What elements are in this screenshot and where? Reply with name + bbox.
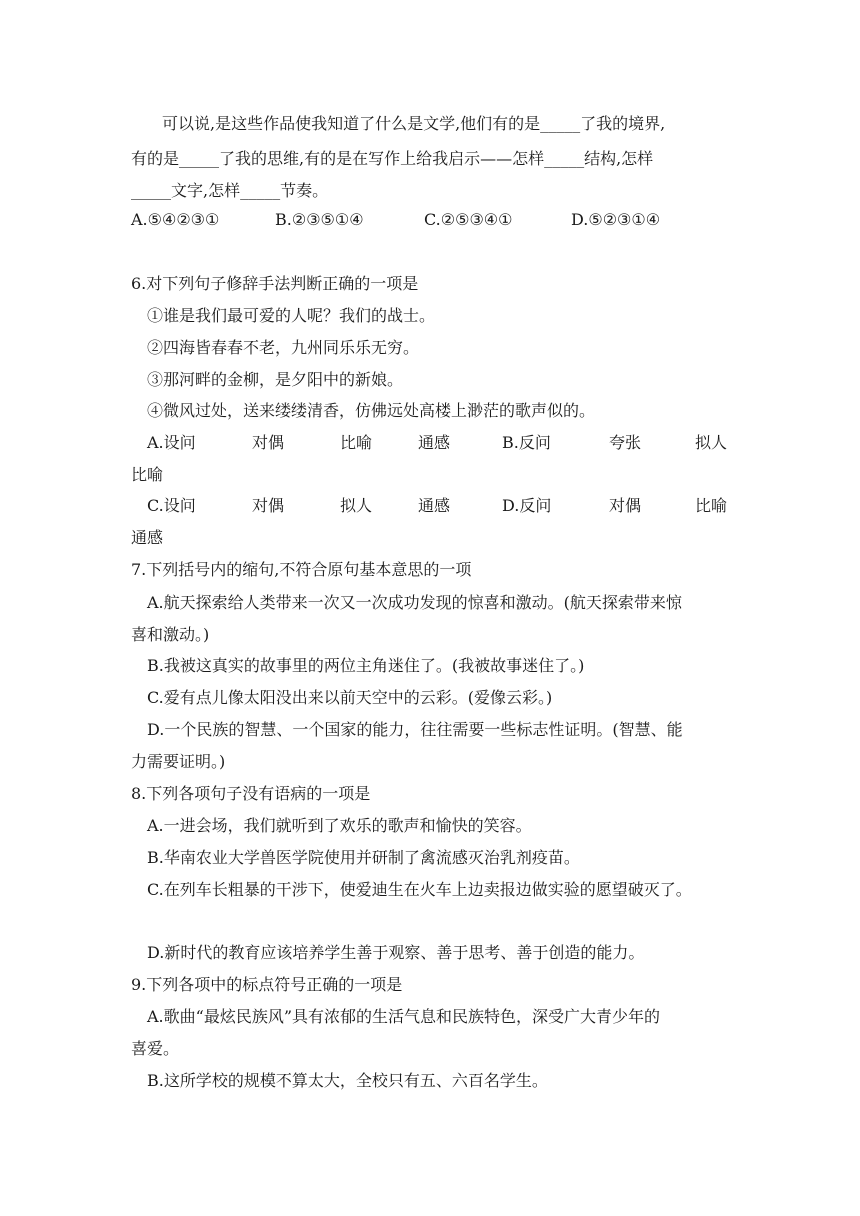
q6-option-c-term: 对偶 bbox=[252, 496, 285, 515]
q6-option-d-term: 通感 bbox=[131, 528, 164, 547]
question-stem: 7.下列括号内的缩句,不符合原句基本意思的一项 bbox=[131, 560, 472, 579]
q6-option-b-term: 比喻 bbox=[131, 465, 164, 484]
option-line: C.在列车长粗暴的干涉下，使爱迪生在火车上边卖报边做实验的愿望破灭了。 bbox=[147, 880, 692, 899]
passage-line: 可以说,是这些作品使我知道了什么是文学,他们有的是_____了我的境界, bbox=[162, 114, 666, 133]
q6-option-a-term: 比喻 bbox=[340, 433, 373, 452]
question-sentence: ④微风过处，送来缕缕清香，仿佛远处高楼上渺茫的歌声似的。 bbox=[147, 401, 596, 420]
question-stem: 8.下列各项句子没有语病的一项是 bbox=[131, 784, 371, 803]
q6-option-c-term: 拟人 bbox=[340, 496, 373, 515]
q5-option-a: A.⑤④②③① bbox=[131, 210, 220, 229]
q6-option-c-term: C.设问 bbox=[147, 496, 196, 515]
q5-option-d: D.⑤②③①④ bbox=[571, 210, 661, 229]
option-line: B.这所学校的规模不算太大，全校只有五、六百名学生。 bbox=[147, 1071, 548, 1090]
question-stem: 9.下列各项中的标点符号正确的一项是 bbox=[131, 975, 403, 994]
q6-option-a-term: 通感 bbox=[418, 433, 451, 452]
q6-option-a-term: A.设问 bbox=[147, 433, 196, 452]
q5-option-b: B.②③⑤①④ bbox=[275, 210, 364, 229]
option-line: 喜和激动。) bbox=[131, 625, 210, 644]
question-sentence: ③那河畔的金柳，是夕阳中的新娘。 bbox=[147, 370, 404, 389]
option-line: B.我被这真实的故事里的两位主角迷住了。(我被故事迷住了。) bbox=[147, 656, 585, 675]
passage-line: 有的是_____了我的思维,有的是在写作上给我启示——怎样_____结构,怎样 bbox=[131, 149, 654, 168]
q6-option-d-term: D.反问 bbox=[502, 496, 552, 515]
question-stem: 6.对下列句子修辞手法判断正确的一项是 bbox=[131, 274, 419, 293]
q6-option-d-term: 比喻 bbox=[695, 496, 728, 515]
option-line: A.一进会场，我们就听到了欢乐的歌声和愉快的笑容。 bbox=[147, 816, 532, 835]
q6-option-b-term: B.反问 bbox=[502, 433, 551, 452]
q6-option-a-term: 对偶 bbox=[252, 433, 285, 452]
q6-option-c-term: 通感 bbox=[418, 496, 451, 515]
q6-option-d-term: 对偶 bbox=[609, 496, 642, 515]
option-line: 喜爱。 bbox=[131, 1039, 180, 1058]
q6-option-b-term: 夸张 bbox=[609, 433, 642, 452]
option-line: D.新时代的教育应该培养学生善于观察、善于思考、善于创造的能力。 bbox=[147, 943, 645, 962]
question-sentence: ②四海皆春春不老，九州同乐乐无穷。 bbox=[147, 338, 420, 357]
option-line: 力需要证明。) bbox=[131, 752, 226, 771]
option-line: D.一个民族的智慧、一个国家的能力，往往需要一些标志性证明。(智慧、能 bbox=[147, 720, 683, 739]
option-line: A.航天探索给人类带来一次又一次成功发现的惊喜和激动。(航天探索带来惊 bbox=[147, 593, 682, 612]
option-line: A.歌曲“最炫民族风”具有浓郁的生活气息和民族特色，深受广大青少年的 bbox=[147, 1007, 661, 1026]
passage-line: _____文字,怎样_____节奏。 bbox=[131, 181, 329, 200]
question-sentence: ①谁是我们最可爱的人呢？我们的战士。 bbox=[147, 306, 436, 325]
q5-option-c: C.②⑤③④① bbox=[424, 210, 513, 229]
option-line: B.华南农业大学兽医学院使用并研制了禽流感灭治乳剂疫苗。 bbox=[147, 848, 580, 867]
q6-option-b-term: 拟人 bbox=[695, 433, 728, 452]
option-line: C.爱有点儿像太阳没出来以前天空中的云彩。(爱像云彩。) bbox=[147, 688, 553, 707]
